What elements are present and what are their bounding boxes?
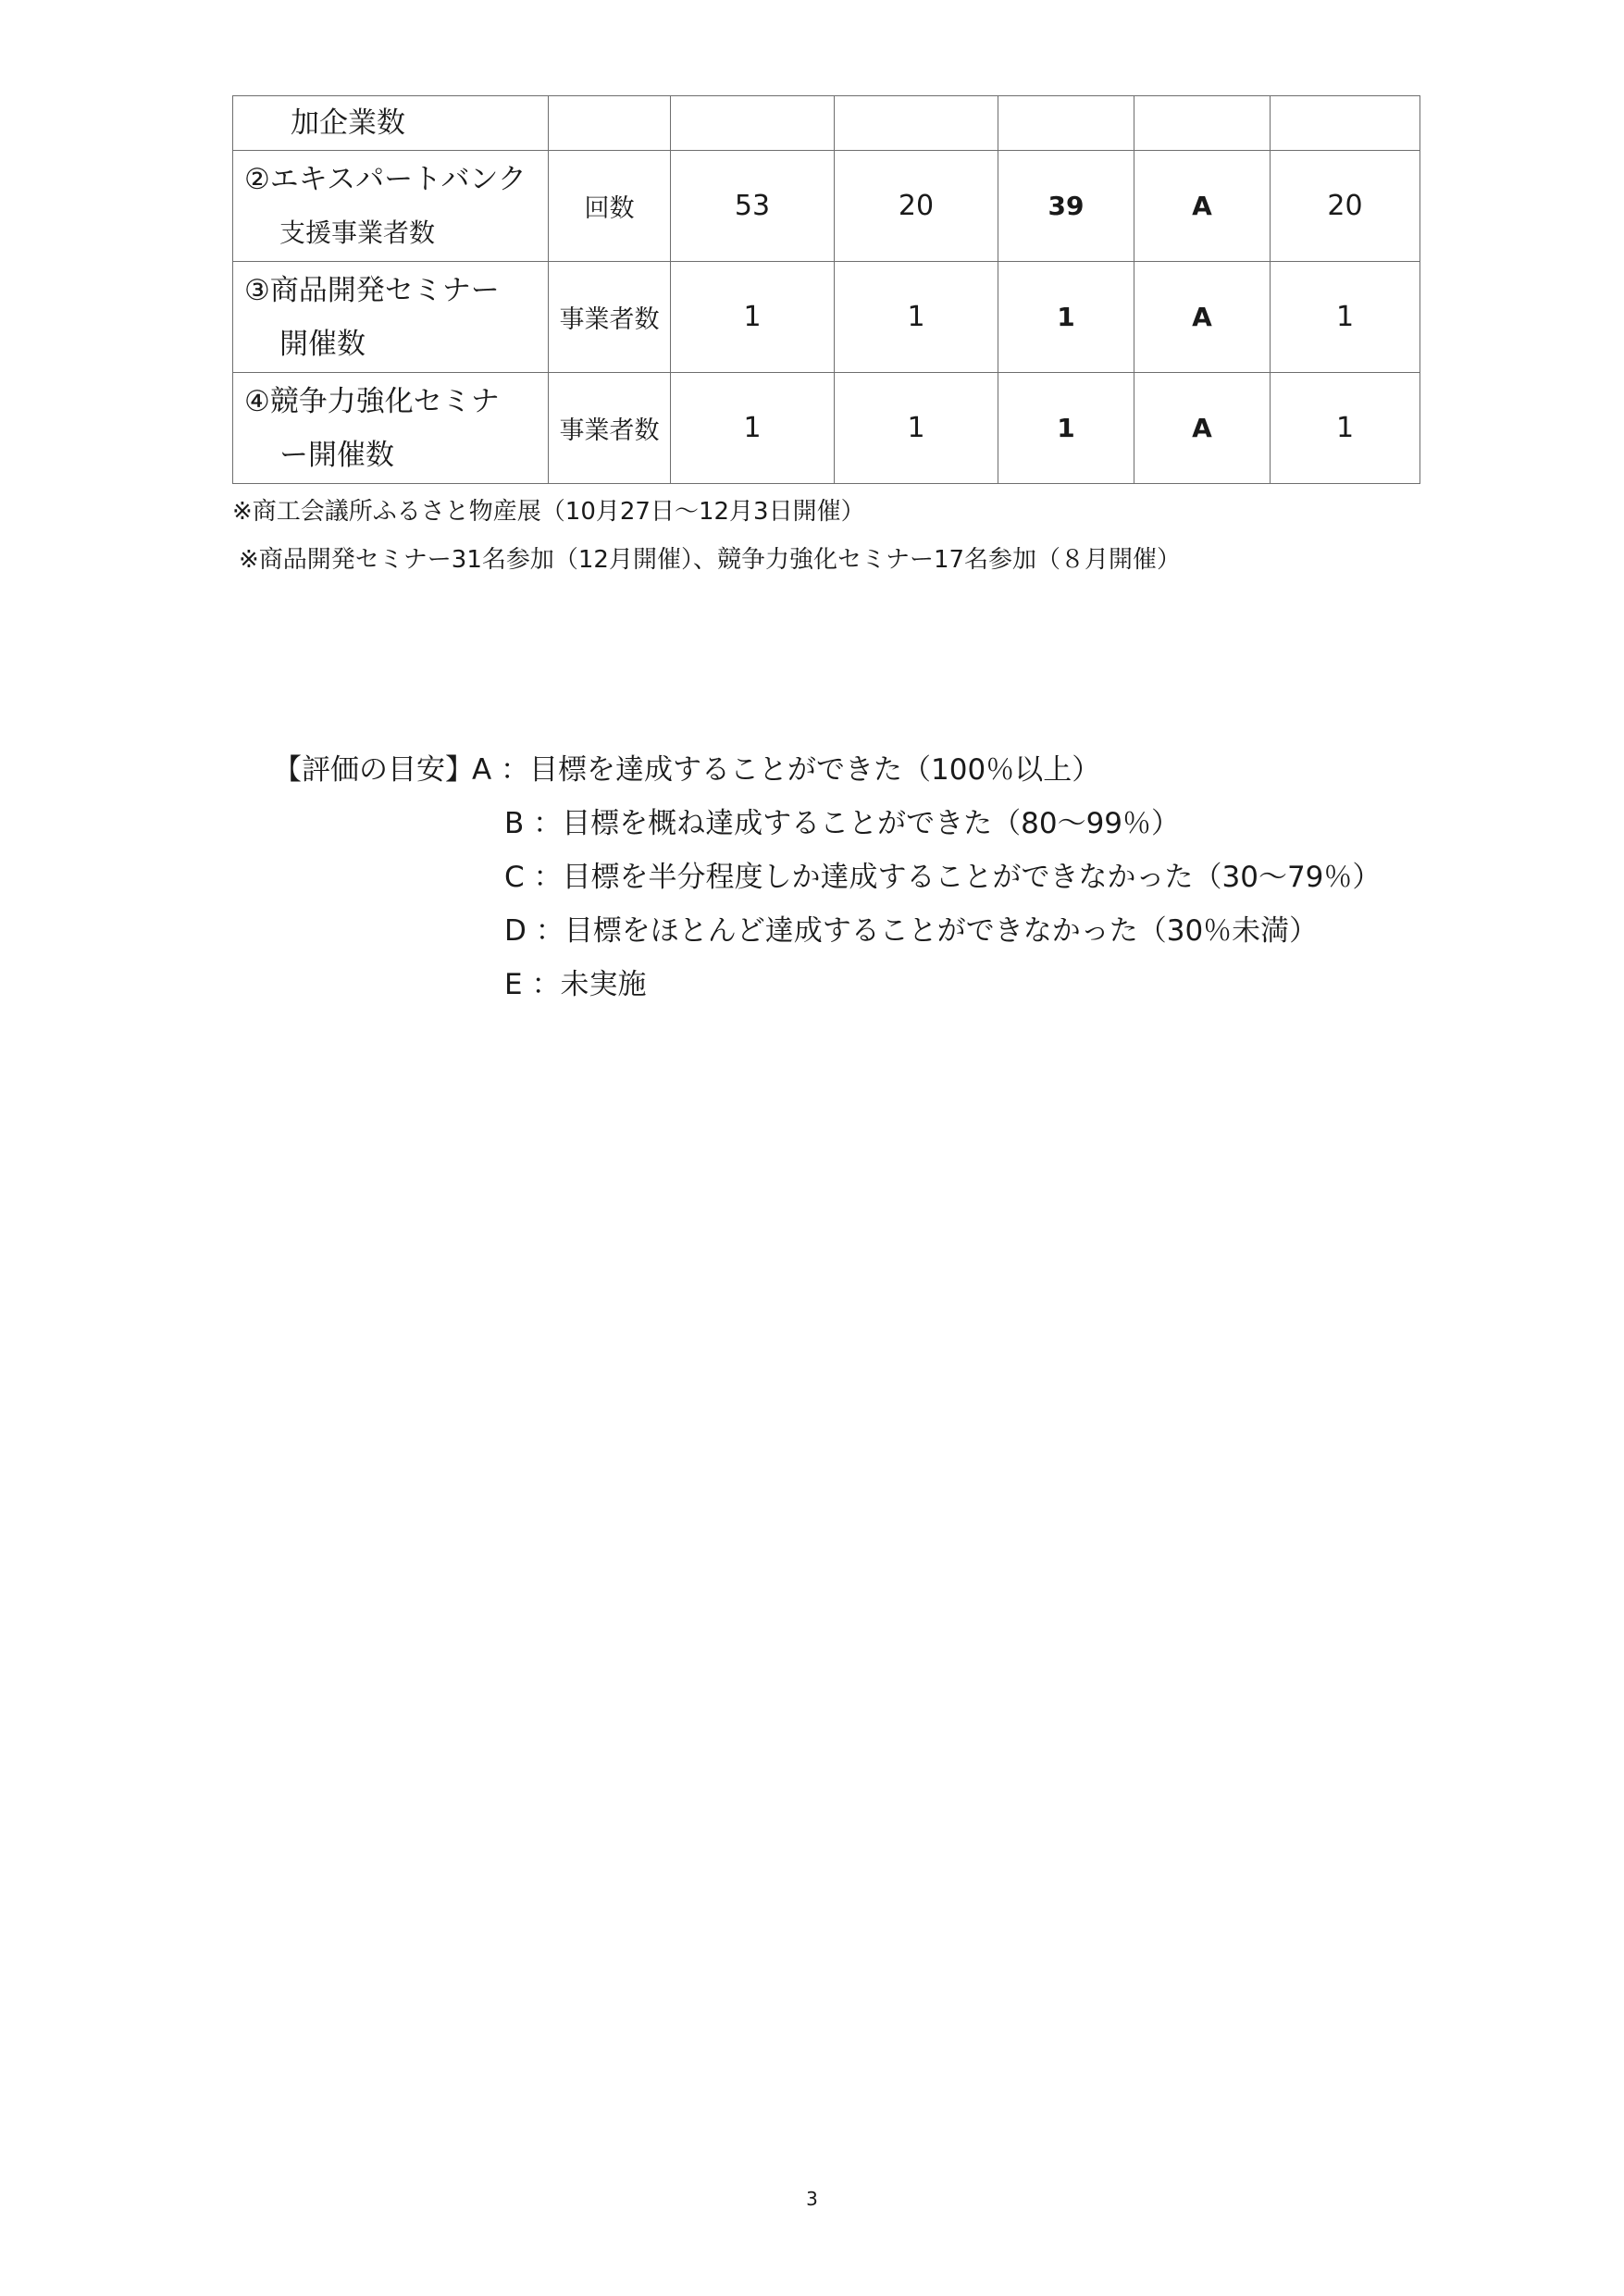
unit-cell: 事業者数: [549, 262, 671, 373]
label-text: 加企業数: [291, 106, 405, 140]
value-cell: 1: [998, 262, 1134, 373]
evaluation-table: [232, 95, 1420, 484]
value-cell: 20: [835, 151, 998, 262]
criteria-item: B ：目標を概ね達成することができた（80～99％）: [504, 807, 1181, 840]
table-row: [233, 373, 1420, 484]
value-cell: 1: [835, 262, 998, 373]
value-cell: 39: [998, 151, 1134, 262]
table-cell: [998, 96, 1134, 151]
unit-cell: 回数: [549, 151, 671, 262]
row-label: [233, 262, 549, 373]
table-cell: [1134, 96, 1271, 151]
grade-cell: A: [1134, 151, 1271, 262]
grade-cell: A: [1134, 373, 1271, 484]
table-row: [233, 151, 1420, 262]
row-label: [233, 96, 549, 151]
criteria-item: E ：未実施: [504, 968, 647, 1001]
value-cell: 1: [835, 373, 998, 484]
table-cell: [671, 96, 835, 151]
criteria-heading: 【評価の目安】: [273, 753, 474, 787]
label-line-1: ②エキスパートバンク: [244, 162, 527, 196]
label-line-2: 開催数: [279, 327, 366, 361]
label-line-2: 支援事業者数: [279, 217, 436, 248]
table-cell: [835, 96, 998, 151]
value-cell: 1: [671, 262, 835, 373]
note-line: ※商工会議所ふるさと物産展（10月27日～12月3日開催）: [232, 498, 865, 526]
label-line-1: ③商品開発セミナー: [244, 273, 500, 307]
value-cell: 1: [998, 373, 1134, 484]
label-line-1: ④競争力強化セミナ: [244, 384, 500, 418]
row-label: [233, 373, 549, 484]
criteria-item: D ：目標をほとんど達成することができなかった（30％未満）: [504, 914, 1319, 948]
note-line: ※商品開発セミナー31名参加（12月開催）、競争力強化セミナー17名参加（８月開催）: [239, 546, 1182, 574]
unit-cell: 事業者数: [549, 373, 671, 484]
criteria-item: A ：目標を達成することができた（100％以上）: [472, 753, 1101, 787]
value-cell: 20: [1271, 151, 1420, 262]
table-cell: [1271, 96, 1420, 151]
row-label: [233, 151, 549, 262]
page-number: 3: [806, 2188, 818, 2210]
table-row: [233, 96, 1420, 151]
table-row: [233, 262, 1420, 373]
criteria-item: C ：目標を半分程度しか達成することができなかった（30～79％）: [504, 861, 1382, 894]
value-cell: 1: [1271, 373, 1420, 484]
value-cell: 1: [1271, 262, 1420, 373]
value-cell: 53: [671, 151, 835, 262]
label-line-2: ー開催数: [279, 438, 394, 472]
grade-cell: A: [1134, 262, 1271, 373]
table-cell: [549, 96, 671, 151]
value-cell: 1: [671, 373, 835, 484]
